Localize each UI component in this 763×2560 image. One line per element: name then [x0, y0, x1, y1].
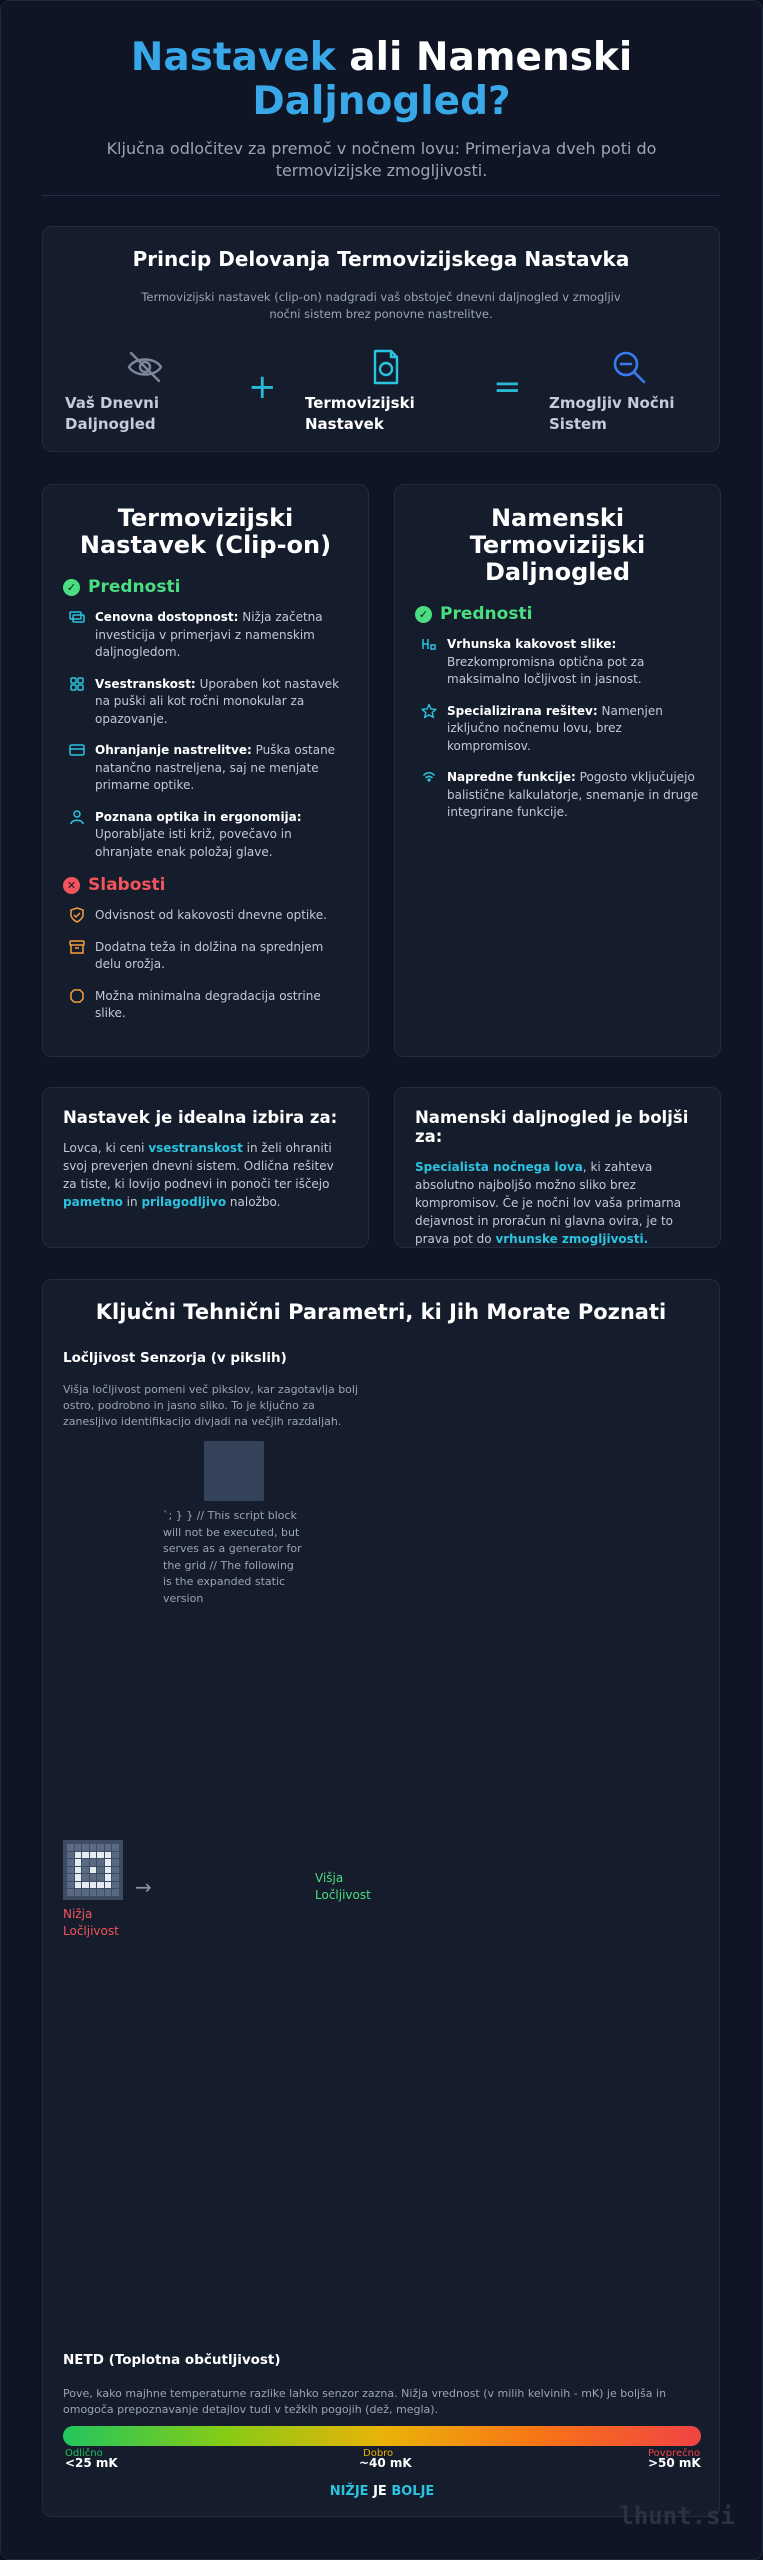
- pixel: [105, 1882, 112, 1889]
- check-icon: ✓: [415, 606, 432, 623]
- pixel: [67, 1844, 74, 1851]
- low-res-square: [204, 1441, 264, 1501]
- pixel: [105, 1889, 112, 1896]
- pixel: [112, 1874, 119, 1881]
- hd-icon: [421, 636, 437, 652]
- pixel: [67, 1882, 74, 1889]
- pixel: [82, 1852, 89, 1859]
- pixel: [82, 1844, 89, 1851]
- check-icon: ✓: [63, 579, 80, 596]
- list-item: Cenovna dostopnost: Nižja začetna investicija v primerjavi z namenskim daljnogledom.: [63, 609, 348, 662]
- low-res-label: Nižja Ločljivost: [63, 1907, 119, 1938]
- pixel: [97, 1874, 104, 1881]
- script-note: `; } } // This script block will not be executed, but serves as a generator for the grid // The following is the expanded static version: [163, 1509, 302, 1605]
- pixel: [75, 1874, 82, 1881]
- principle-card: [42, 226, 720, 452]
- pixel: [67, 1852, 74, 1859]
- close-icon: ✕: [63, 877, 80, 894]
- principle-flow: [63, 347, 703, 447]
- pixel: [97, 1852, 104, 1859]
- list-item: Poznana optika in ergonomija: Uporabljate isti križ, povečavo in ohranjate enak položaj glave.: [63, 809, 348, 862]
- pixel: [75, 1882, 82, 1889]
- step-label: Termovizijski Nastavek: [305, 394, 415, 433]
- pixel: [75, 1859, 82, 1866]
- scale-value: ~40 mK: [359, 2456, 412, 2470]
- high-res-label: Višja Ločljivost: [315, 1871, 371, 1902]
- list-item: Vsestranskost: Uporaben kot nastavek na puški ali kot ročni monokular za opazovanje.: [63, 676, 348, 729]
- hero: [0, 36, 763, 182]
- eye-off-icon: [125, 347, 165, 387]
- list-item: Ohranjanje nastrelitve: Puška ostane natančno nastreljena, saj ne menjate primarne optike.: [63, 742, 348, 795]
- dedicated-best-card: [394, 1087, 721, 1248]
- pixel: [112, 1867, 119, 1874]
- scale-tag: Dobro: [363, 2448, 394, 2459]
- list-item: Vrhunska kakovost slike: Brezkompromisna optična pot za maksimalno ločljivost in jasnost.: [415, 636, 700, 689]
- page-title: Nastavek ali Namenski Daljnogled?: [130, 35, 633, 124]
- dedicated-pros-heading: ✓ Prednosti: [415, 604, 720, 624]
- principle-title: Princip Delovanja Termovizijskega Nastavka: [132, 247, 630, 271]
- list-item: Dodatna teža in dolžina na sprednjem delu orožja.: [63, 939, 348, 974]
- money-icon: [69, 609, 85, 625]
- pixel: [82, 1889, 89, 1896]
- watermark: lhunt.si: [619, 2502, 735, 2530]
- scale-tag: Odlično: [65, 2448, 103, 2459]
- blur-icon: [69, 988, 85, 1004]
- step-clipon: [305, 347, 455, 435]
- pixel: [97, 1882, 104, 1889]
- scope-icon: [69, 742, 85, 758]
- clipon-card: [42, 484, 369, 1057]
- pixel: [90, 1882, 97, 1889]
- pixel: [90, 1889, 97, 1896]
- pixel: [97, 1859, 104, 1866]
- pixel: [82, 1867, 89, 1874]
- dedicated-best-title: Namenski daljnogled je boljši za:: [415, 1108, 689, 1146]
- zoom-out-icon: [609, 347, 649, 387]
- params-title: Ključni Tehnični Parametri, ki Jih Morate Poznati: [95, 1300, 667, 1324]
- pixel: [97, 1867, 104, 1874]
- pixel: [105, 1867, 112, 1874]
- resolution-title: Ločljivost Senzorja (v pikslih): [63, 1350, 287, 1366]
- resolution-desc: Višja ločljivost pomeni več pikslov, kar zagotavlja bolj ostro, podrobno in jasno sliko. To je ključno za zanesljivo identifikacijo divjadi na večjih razdaljah.: [63, 1383, 359, 1428]
- pixel: [67, 1867, 74, 1874]
- pixel: [112, 1844, 119, 1851]
- pixel: [82, 1882, 89, 1889]
- user-icon: [69, 809, 85, 825]
- pixel: [97, 1844, 104, 1851]
- step-day-scope: [65, 347, 215, 435]
- wifi-icon: [421, 769, 437, 785]
- divider: [42, 195, 720, 196]
- clipon-best-text: Lovca, ki ceni vsestranskost in želi ohraniti svoj preverjen dnevni sistem. Odlična rešitev za tiste, ki lovijo podnevi in ponoči ter iščejo pametno in prilagodljivo naložbo.: [63, 1141, 334, 1209]
- pixel: [67, 1859, 74, 1866]
- step-label: Zmogljiv Nočni Sistem: [549, 394, 675, 433]
- pixel: [82, 1859, 89, 1866]
- clipon-best-card: [42, 1087, 369, 1248]
- pixel: [105, 1874, 112, 1881]
- list-item: Napredne funkcije: Pogosto vključujejo balistične kalkulatorje, snemanje in druge integrirane funkcije.: [415, 769, 700, 822]
- pixel: [105, 1844, 112, 1851]
- clipon-best-title: Nastavek je idealna izbira za:: [63, 1108, 338, 1127]
- equals-sign: =: [493, 367, 522, 407]
- pixel: [75, 1844, 82, 1851]
- scale-value: <25 mK: [65, 2456, 118, 2470]
- arrow-icon: →: [135, 1875, 152, 1899]
- list-item: Odvisnost od kakovosti dnevne optike.: [63, 907, 348, 925]
- clipon-pros-heading: ✓ Prednosti: [63, 577, 368, 597]
- pixel: [75, 1867, 82, 1874]
- thermal-device-icon: [365, 347, 405, 387]
- pixel: [105, 1852, 112, 1859]
- pixel: [90, 1867, 97, 1874]
- pixel: [67, 1889, 74, 1896]
- pixel: [112, 1889, 119, 1896]
- step-night-system: [549, 347, 699, 435]
- list-item: Možna minimalna degradacija ostrine slike.: [63, 988, 348, 1023]
- pixel: [90, 1844, 97, 1851]
- dedicated-best-text: Specialista nočnega lova, ki zahteva absolutno najboljšo možno sliko brez kompromisov. Če je nočni lov vaša primarna dejavnost in proračun ni glavna ovira, je to prava pot do vrhunske zmogljivosti.: [415, 1160, 682, 1246]
- dedicated-card: [394, 484, 721, 1057]
- pixel: [90, 1859, 97, 1866]
- pixel: [75, 1889, 82, 1896]
- clipon-cons-list: [63, 907, 348, 1023]
- shield-icon: [69, 907, 85, 923]
- principle-subtitle: Termovizijski nastavek (clip-on) nadgradi vaš obstoječ dnevni daljnogled v zmogljiv nočni sistem brez ponovne nastrelitve.: [141, 290, 621, 321]
- step-label: Vaš Dnevni Daljnogled: [65, 394, 159, 433]
- clipon-pros-list: [63, 609, 348, 861]
- pixel: [112, 1859, 119, 1866]
- clipon-cons-heading: ✕ Slabosti: [63, 875, 368, 895]
- pixel: [90, 1852, 97, 1859]
- pixel: [112, 1852, 119, 1859]
- scale-value: >50 mK: [648, 2456, 701, 2470]
- plus-sign: +: [248, 367, 277, 407]
- list-item: Specializirana rešitev: Namenjen izključno nočnemu lovu, brez kompromisov.: [415, 703, 700, 756]
- pixel: [75, 1852, 82, 1859]
- clipon-title: Termovizijski Nastavek (Clip-on): [79, 504, 332, 559]
- grid-icon: [69, 676, 85, 692]
- netd-scale-bar: [63, 2426, 701, 2446]
- pixel: [90, 1874, 97, 1881]
- lower-is-better: NIŽJE JE BOLJE: [329, 2484, 435, 2499]
- params-card: [42, 1279, 720, 2517]
- pixel: [67, 1874, 74, 1881]
- star-icon: [421, 703, 437, 719]
- page-subtitle: Ključna odločitev za premoč v nočnem lovu: Primerjava dveh poti do termovizijske zmogljivosti.: [106, 139, 657, 180]
- scale-tag: Povprečno: [648, 2448, 701, 2459]
- pixel: [82, 1874, 89, 1881]
- weight-icon: [69, 939, 85, 955]
- netd-desc: Pove, kako majhne temperaturne razlike lahko senzor zazna. Nižja vrednost (v milih kelvinih - mK) je boljša in omogoča prepoznavanje detajlov tudi v težkih pogojih (dež, megla).: [63, 2387, 667, 2416]
- pixel: [97, 1889, 104, 1896]
- dedicated-pros-list: [415, 636, 700, 822]
- pixel-grid: [63, 1840, 123, 1900]
- netd-title: NETD (Toplotna občutljivost): [63, 2352, 281, 2368]
- pixel: [112, 1882, 119, 1889]
- dedicated-title: Namenski Termovizijski Daljnogled: [469, 504, 646, 586]
- pixel: [105, 1859, 112, 1866]
